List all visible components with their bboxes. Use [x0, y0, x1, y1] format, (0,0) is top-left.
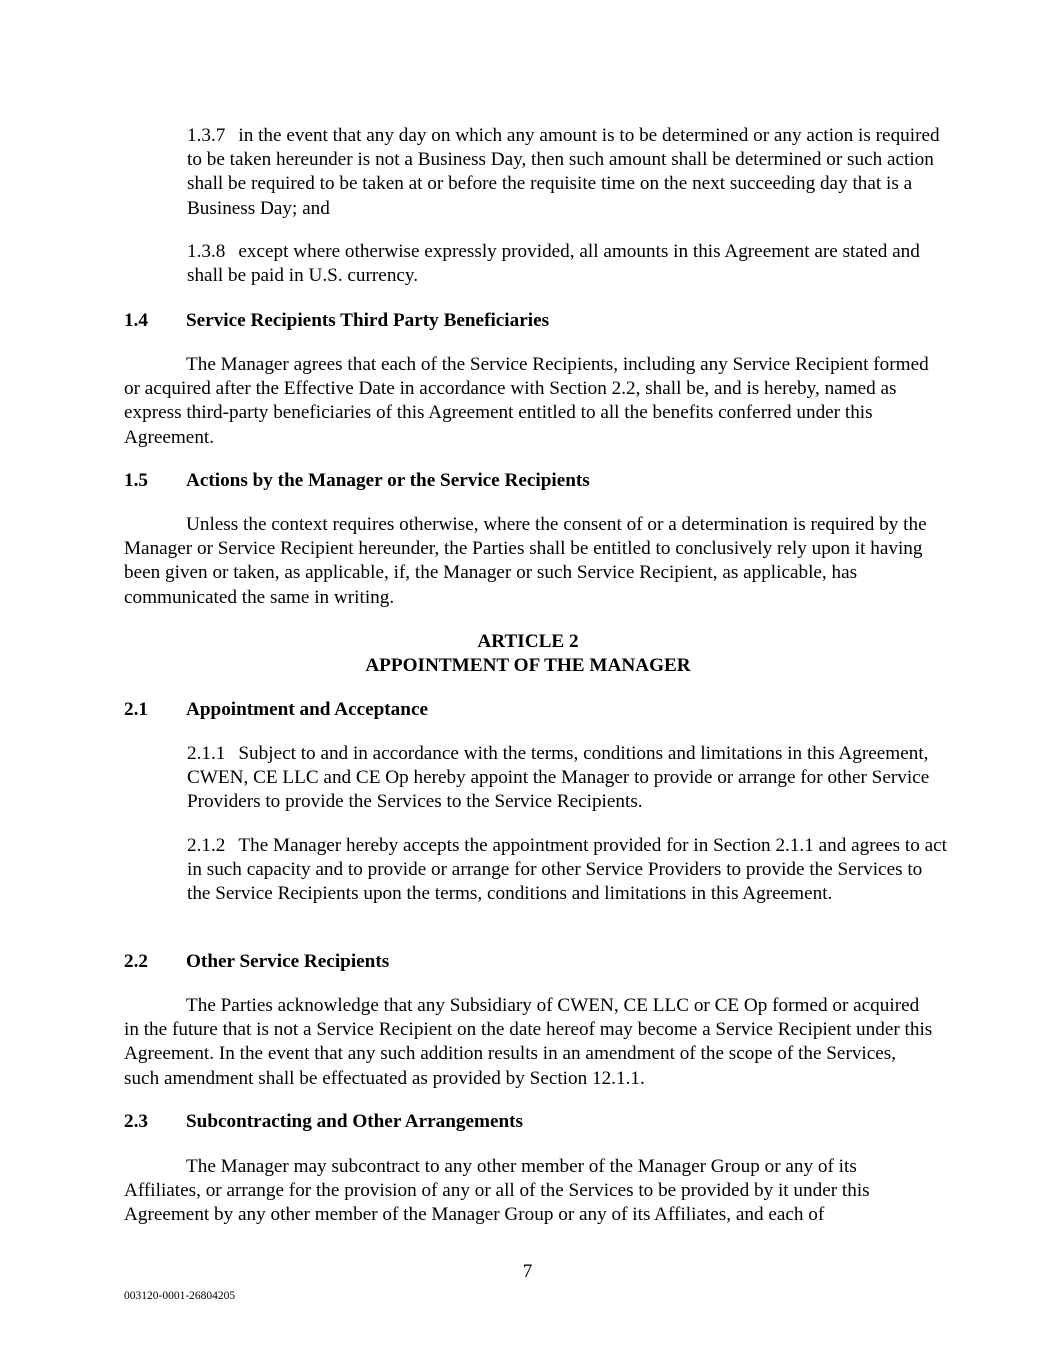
section-title: Appointment and Acceptance — [186, 699, 428, 720]
paragraph-1-3-8 — [187, 240, 947, 288]
section-heading-2-1 — [124, 698, 934, 722]
paragraph-text: The Manager hereby accepts the appointment provided for in Section 2.1.1 and agrees to act in such capacity and to provide or arrange for other Service Providers to provide the Services to the Service Recipients upon the terms, conditions and limitations in this Agreement. — [187, 835, 947, 905]
section-title: Actions by the Manager or the Service Recipients — [186, 470, 590, 491]
section-heading-1-4 — [124, 309, 934, 333]
section-number: 2.2 — [124, 951, 148, 972]
section-title: Other Service Recipients — [186, 951, 390, 972]
paragraph-number: 2.1.1 — [187, 743, 226, 764]
section-number: 2.3 — [124, 1111, 148, 1132]
section-body-1-5: Unless the context requires otherwise, where the consent of or a determination is required by the Manager or Service Recipient hereunder, the Parties shall be entitled to conclusively rely upon it having been given or taken, as applicable, if, the Manager or such Service Recipient, as applicable, has communicated the same in writing. — [124, 514, 927, 608]
section-title: Service Recipients Third Party Beneficiaries — [186, 310, 550, 331]
paragraph-number: 1.3.7 — [187, 125, 226, 146]
paragraph-2-1-1 — [187, 742, 947, 815]
paragraph-number: 1.3.8 — [187, 241, 226, 262]
section-number: 2.1 — [124, 699, 148, 720]
paragraph-text: in the event that any day on which any amount is to be determined or any action is required to be taken hereunder is not a Business Day, then such amount shall be determined or such action shall be required to be taken at or before the requisite time on the next succeeding day that is a Business Day; and — [187, 125, 940, 219]
section-body-1-4: The Manager agrees that each of the Service Recipients, including any Service Recipient formed or acquired after the Effective Date in accordance with Section 2.2, shall be, and is hereby, named as express third-party beneficiaries of this Agreement entitled to all the benefits conferred under this Agreement. — [124, 354, 929, 448]
page-number: 7 — [522, 1261, 533, 1282]
section-title: Subcontracting and Other Arrangements — [186, 1111, 524, 1132]
paragraph-text: except where otherwise expressly provided, all amounts in this Agreement are stated and shall be paid in U.S. currency. — [187, 241, 920, 287]
paragraph-2-1-2 — [187, 834, 947, 907]
article-label: ARTICLE 2 — [477, 631, 579, 652]
section-heading-2-2 — [124, 950, 934, 974]
section-body-2-3: The Manager may subcontract to any other member of the Manager Group or any of its Affiliates, or arrange for the provision of any or all of the Services to be provided by it under this Agreement by any other member of the Manager Group or any of its Affiliates, and each of — [124, 1156, 870, 1226]
section-heading-2-3 — [124, 1110, 934, 1134]
article-title: APPOINTMENT OF THE MANAGER — [365, 655, 691, 676]
document-id: 003120-0001-26804205 — [124, 1290, 236, 1302]
section-heading-1-5 — [124, 469, 934, 493]
section-number: 1.4 — [124, 310, 148, 331]
paragraph-1-3-7 — [187, 124, 947, 221]
section-number: 1.5 — [124, 470, 148, 491]
paragraph-text: Subject to and in accordance with the terms, conditions and limitations in this Agreement, CWEN, CE LLC and CE Op hereby appoint the Manager to provide or arrange for other Service Providers to provide the Services to the Service Recipients. — [187, 743, 930, 813]
paragraph-number: 2.1.2 — [187, 835, 226, 856]
section-body-2-2: The Parties acknowledge that any Subsidiary of CWEN, CE LLC or CE Op formed or acquired in the future that is not a Service Recipient on the date hereof may become a Service Recipient under this Agreement. In the event that any such addition results in an amendment of the scope of the Services, such amendment shall be effectuated as provided by Section 12.1.1. — [124, 995, 933, 1089]
